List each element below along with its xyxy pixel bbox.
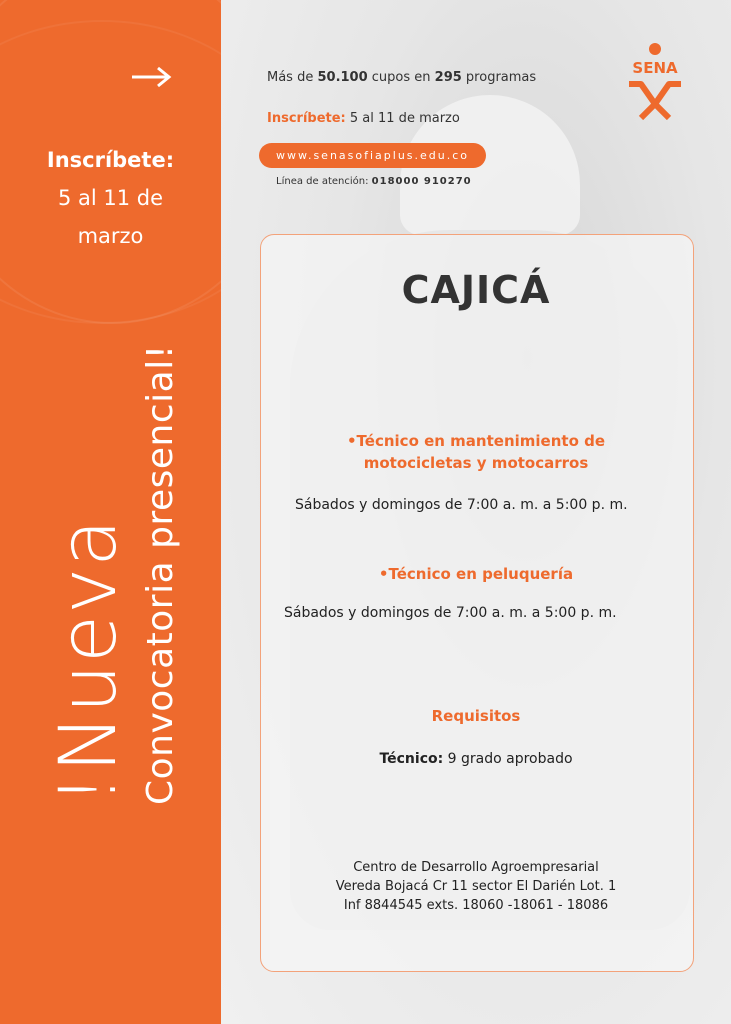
- sidebar: [0, 0, 221, 1024]
- program-name-line: •Técnico en peluquería: [378, 565, 574, 583]
- inscribete-label: Inscríbete:: [267, 111, 346, 126]
- sena-logo: [615, 40, 695, 120]
- programs-suffix: programas: [461, 70, 537, 85]
- cupos-prefix: Más de: [267, 70, 318, 85]
- requirement-label: Técnico:: [379, 751, 444, 767]
- linea-atencion: [276, 176, 472, 187]
- inscribete-dates: 5 al 11 de marzo: [345, 111, 460, 126]
- cupos-middle: cupos en: [367, 70, 435, 85]
- sidebar-decoration: [0, 20, 221, 324]
- svg-text:SENA: SENA: [632, 59, 678, 77]
- center-address: Vereda Bojacá Cr 11 sector El Darién Lot. 1: [335, 879, 617, 894]
- sidebar-dates-line2: marzo: [77, 224, 144, 248]
- requirements-title: Requisitos: [431, 707, 521, 725]
- arrow-right-icon: [130, 62, 174, 92]
- headline-nueva: !Nueva: [44, 518, 134, 805]
- center-name: Centro de Desarrollo Agroempresarial: [353, 860, 599, 875]
- city-title: CAJICÁ: [401, 268, 551, 312]
- sidebar-inscribete-label: Inscríbete:: [46, 148, 175, 172]
- program-schedule: Sábados y domingos de 7:00 a. m. a 5:00 p. m.: [295, 497, 628, 513]
- sidebar-dates-line1: 5 al 11 de: [57, 186, 164, 210]
- program-name-line: motocicletas y motocarros: [363, 454, 589, 472]
- program-title: [260, 430, 692, 474]
- website-link[interactable]: www.senasofiaplus.edu.co: [259, 143, 486, 168]
- program-schedule: Sábados y domingos de 7:00 a. m. a 5:00 p. m.: [284, 605, 617, 621]
- cupos-number: 50.100: [317, 70, 368, 85]
- requirement-item: [260, 751, 692, 767]
- linea-number: 018000 910270: [371, 176, 472, 187]
- programs-number: 295: [434, 70, 462, 85]
- program-name-line: •Técnico en mantenimiento de: [346, 432, 606, 450]
- inscribete-info: [267, 111, 460, 126]
- cupos-info: [267, 70, 536, 85]
- requirement-value: 9 grado aprobado: [443, 751, 573, 767]
- center-phone: Inf 8844545 exts. 18060 -18061 - 18086: [343, 898, 609, 913]
- program-title: [260, 563, 692, 585]
- headline-convocatoria: Convocatoria presencial!: [140, 344, 181, 805]
- linea-label: Línea de atención:: [276, 176, 372, 187]
